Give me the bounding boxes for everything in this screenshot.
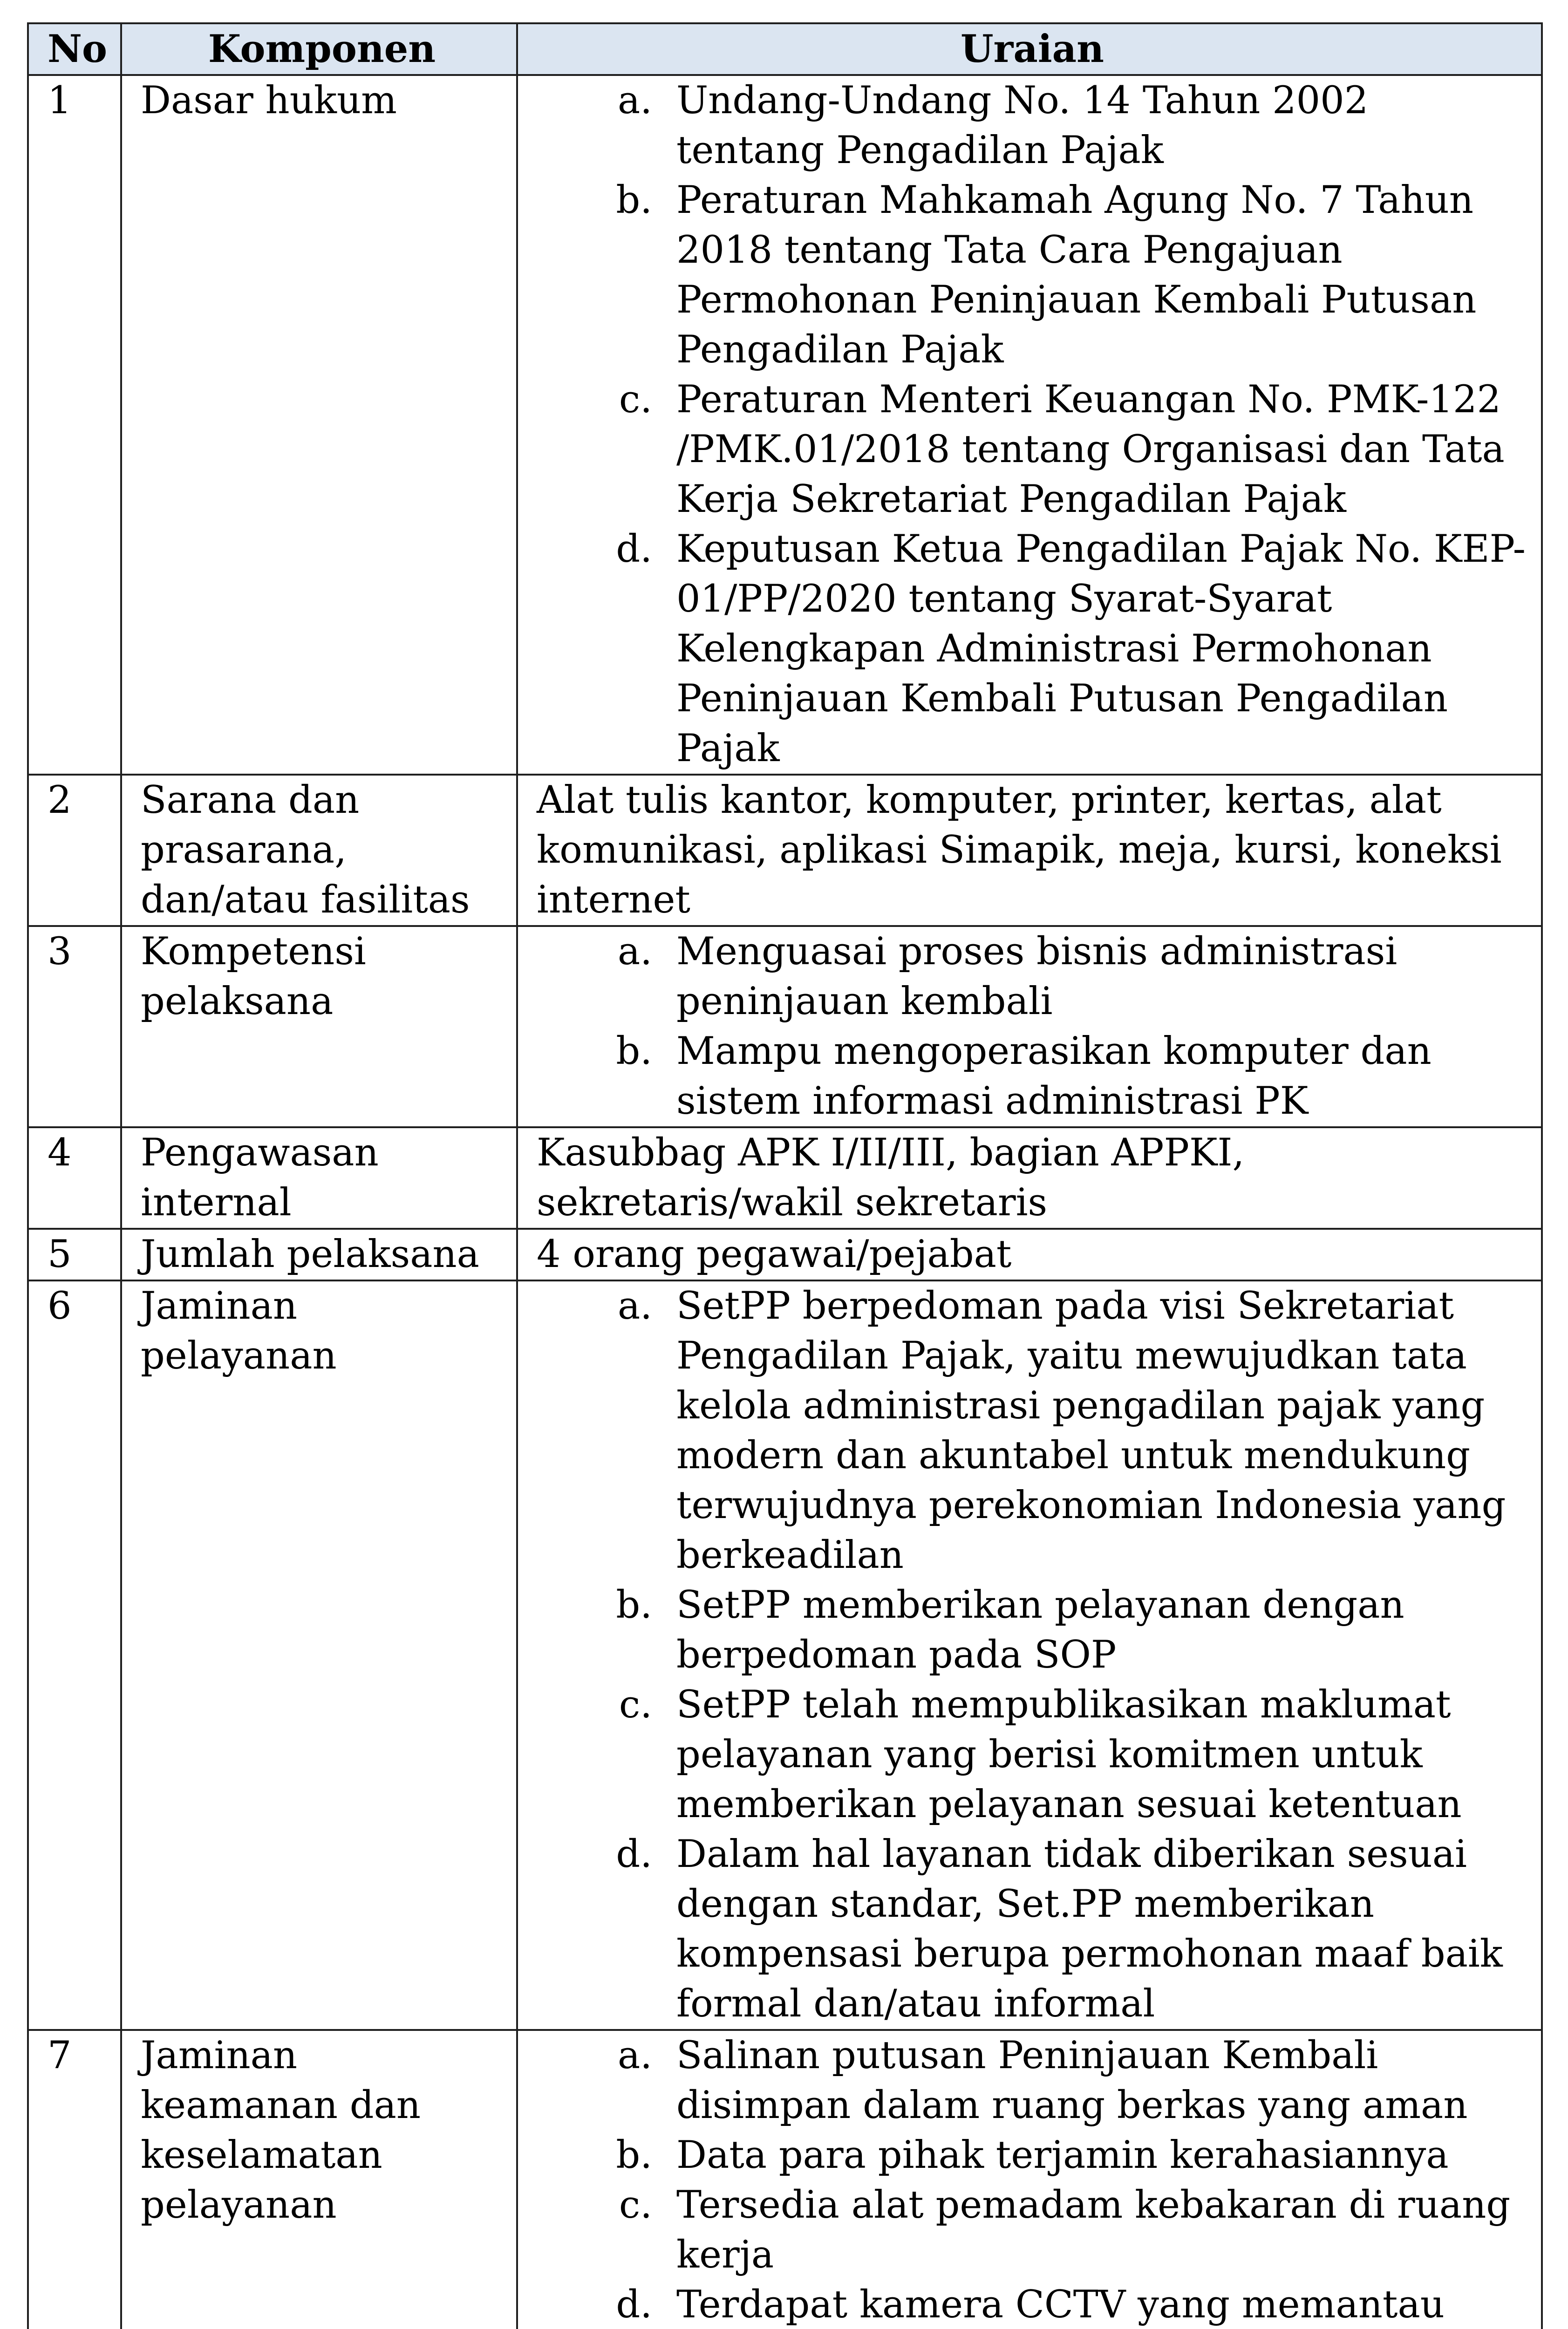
list-item — [537, 2180, 1528, 2280]
row-uraian — [517, 926, 1542, 1127]
table-row — [28, 2030, 1542, 2329]
list-item-text: Terdapat kamera CCTV yang memantau — [676, 2283, 1445, 2327]
list-item-text: Peraturan Menteri Keuangan No. PMK-122 /PMK.01/2018 tentang Organisasi dan Tata Kerja Sekretariat Pengadilan Pajak — [676, 378, 1505, 521]
row-komponen: Jaminan keamanan dan keselamatan pelayanan — [121, 2030, 517, 2329]
row-uraian — [517, 75, 1542, 775]
list-marker: d. — [616, 527, 652, 571]
list-item-text: SetPP telah mempublikasikan maklumat pelayanan yang berisi komitmen untuk memberikan pelayanan sesuai ketentuan — [676, 1683, 1462, 1826]
row-number: 3 — [28, 926, 121, 1127]
row-komponen: Sarana dan prasarana, dan/atau fasilitas — [121, 775, 517, 926]
header-komponen: Komponen — [121, 23, 517, 75]
row-uraian: 4 orang pegawai/pejabat — [517, 1229, 1542, 1280]
row-number: 6 — [28, 1280, 121, 2030]
list-item — [537, 1580, 1528, 1680]
list-item-text: Tersedia alat pemadam kebakaran di ruang kerja — [676, 2183, 1511, 2277]
list-item-text: Dalam hal layanan tidak diberikan sesuai dengan standar, Set.PP memberikan kompensasi berupa permohonan maaf baik formal dan/atau informal — [676, 1832, 1503, 2026]
row-uraian — [517, 1280, 1542, 2030]
list-item — [537, 1830, 1528, 2029]
header-uraian: Uraian — [517, 23, 1542, 75]
table-row — [28, 75, 1542, 775]
list-item — [537, 1281, 1528, 1580]
table-row — [28, 775, 1542, 926]
uraian-list — [537, 76, 1528, 774]
row-uraian: Alat tulis kantor, komputer, printer, kertas, alat komunikasi, aplikasi Simapik, meja, kursi, koneksi internet — [517, 775, 1542, 926]
table-row — [28, 926, 1542, 1127]
table-row — [28, 1280, 1542, 2030]
table-row — [28, 1127, 1542, 1229]
list-item-text: Data para pihak terjamin kerahasiannya — [676, 2133, 1449, 2177]
list-marker: a. — [617, 79, 652, 123]
list-item — [537, 524, 1528, 774]
document-page — [27, 22, 1541, 2329]
list-item — [537, 1027, 1528, 1126]
list-item-text: Peraturan Mahkamah Agung No. 7 Tahun 2018 tentang Tata Cara Pengajuan Permohonan Peninjauan Kembali Putusan Pengadilan Pajak — [676, 178, 1477, 372]
list-item-text: Keputusan Ketua Pengadilan Pajak No. KEP-01/PP/2020 tentang Syarat-Syarat Kelengkapan Administrasi Permohonan Peninjauan Kembali Putusan Pengadilan Pajak — [676, 527, 1526, 770]
row-number: 2 — [28, 775, 121, 926]
list-item-text: Salinan putusan Peninjauan Kembali disimpan dalam ruang berkas yang aman — [676, 2034, 1468, 2127]
uraian-list — [537, 1281, 1528, 2029]
list-item — [537, 2131, 1528, 2180]
list-item-text: Mampu mengoperasikan komputer dan sistem informasi administrasi PK — [676, 1029, 1432, 1123]
list-marker: a. — [617, 2034, 652, 2077]
list-item — [537, 176, 1528, 375]
row-komponen: Jaminan pelayanan — [121, 1280, 517, 2030]
list-item-text: SetPP memberikan pelayanan dengan berpedoman pada SOP — [676, 1583, 1404, 1677]
list-item — [537, 2031, 1528, 2131]
row-number: 7 — [28, 2030, 121, 2329]
row-komponen: Kompetensi pelaksana — [121, 926, 517, 1127]
list-item — [537, 927, 1528, 1027]
list-item — [537, 375, 1528, 524]
row-uraian — [517, 2030, 1542, 2329]
row-komponen: Pengawasan internal — [121, 1127, 517, 1229]
uraian-list — [537, 2031, 1528, 2329]
list-marker: d. — [616, 1832, 652, 1876]
table-header-row — [28, 23, 1542, 75]
row-number: 1 — [28, 75, 121, 775]
header-no: No — [28, 23, 121, 75]
list-item — [537, 2280, 1528, 2329]
list-item — [537, 76, 1528, 176]
list-marker: b. — [616, 2133, 652, 2177]
list-marker: c. — [619, 1683, 652, 1727]
row-number: 5 — [28, 1229, 121, 1280]
list-marker: c. — [619, 378, 652, 422]
list-item — [537, 1680, 1528, 1830]
row-komponen: Jumlah pelaksana — [121, 1229, 517, 1280]
list-item-text: Menguasai proses bisnis administrasi peninjauan kembali — [676, 930, 1398, 1023]
list-item-text: SetPP berpedoman pada visi Sekretariat Pengadilan Pajak, yaitu mewujudkan tata kelola administrasi pengadilan pajak yang modern dan akuntabel untuk mendukung terwujudnya perekonomian Indonesia yang berkeadilan — [676, 1284, 1506, 1577]
list-marker: a. — [617, 930, 652, 974]
list-marker: b. — [616, 178, 652, 222]
row-number: 4 — [28, 1127, 121, 1229]
list-marker: b. — [616, 1029, 652, 1073]
service-standard-table — [27, 22, 1543, 2329]
list-marker: b. — [616, 1583, 652, 1627]
list-marker: d. — [616, 2283, 652, 2327]
list-item-text: Undang-Undang No. 14 Tahun 2002 tentang Pengadilan Pajak — [676, 79, 1369, 172]
uraian-list — [537, 927, 1528, 1126]
list-marker: c. — [619, 2183, 652, 2227]
row-komponen: Dasar hukum — [121, 75, 517, 775]
table-row — [28, 1229, 1542, 1280]
row-uraian: Kasubbag APK I/II/III, bagian APPKI, sekretaris/wakil sekretaris — [517, 1127, 1542, 1229]
list-marker: a. — [617, 1284, 652, 1328]
